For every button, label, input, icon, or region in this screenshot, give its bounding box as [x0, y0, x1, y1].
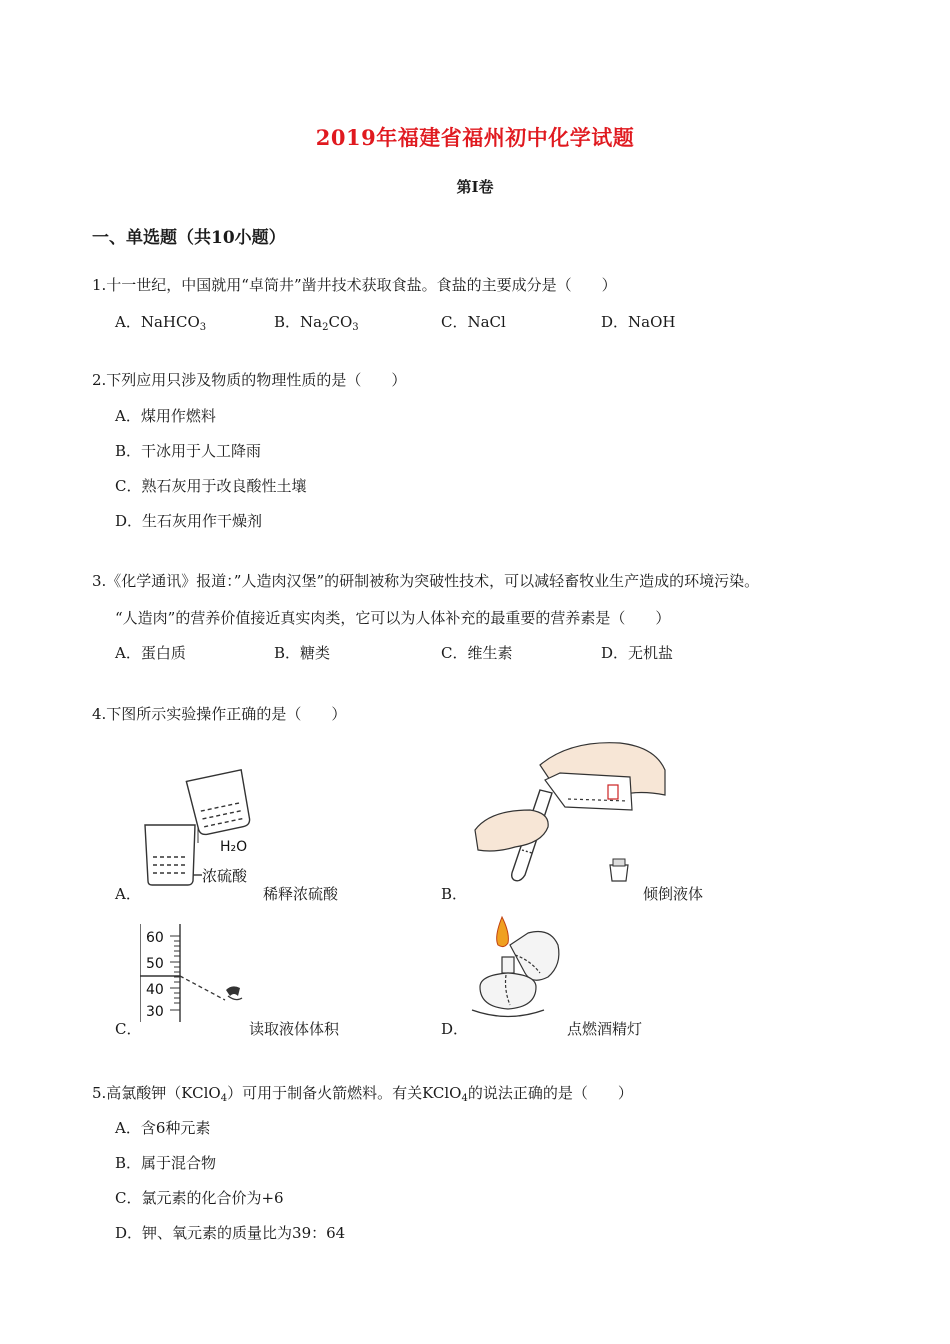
q2-option-b: B．干冰用于人工降雨 [115, 442, 262, 460]
figure-pour-liquid [470, 735, 670, 885]
figure-dilute-acid [140, 765, 265, 890]
figure-read-volume [140, 922, 250, 1027]
q4-option-d-caption: 点燃酒精灯 [567, 1020, 643, 1038]
q4-option-c-caption: 读取液体体积 [249, 1020, 340, 1038]
section-heading: 一、单选题（共10小题） [92, 228, 286, 248]
label-h2o: H₂O [220, 839, 248, 855]
question-3-line-2: “人造肉”的营养价值接近真实肉类，它可以为人体补充的最重要的营养素是（ ） [115, 609, 671, 627]
question-3-line-1: 3.《化学通讯》报道：”人造肉汉堡”的研制被称为突破性技术，可以减轻畜牧业生产造成的环境污染。 [92, 572, 760, 590]
q3-option-c: C．维生素 [441, 644, 513, 662]
q4-option-b-letter: B． [441, 885, 468, 903]
q2-option-d: D．生石灰用作干燥剂 [115, 512, 263, 530]
q5-option-a: A．含6种元素 [115, 1119, 211, 1137]
volume-heading: 第Ⅰ卷 [456, 178, 494, 196]
q4-option-a-caption: 稀释浓硫酸 [263, 885, 339, 903]
q3-option-b: B．糖类 [274, 644, 331, 662]
tick-30: 30 [146, 1004, 164, 1020]
label-conc-acid: 浓硫酸 [202, 867, 248, 885]
q5-option-c: C．氯元素的化合价为+6 [115, 1189, 284, 1207]
q3-option-d: D．无机盐 [601, 644, 674, 662]
q4-option-c-letter: C． [115, 1020, 142, 1038]
q1-option-b: B．$Na_2CO_3$ [274, 313, 359, 333]
figure-alcohol-lamp [470, 915, 570, 1025]
q4-option-b-caption: 倾倒液体 [643, 885, 704, 903]
q2-option-c: C．熟石灰用于改良酸性土壤 [115, 477, 307, 495]
question-5: 5.高氯酸钾（KClO$_4$）可用于制备火箭燃料。有关KClO$_4$的说法正确的是（ ） [92, 1084, 633, 1104]
q2-option-a: A．煤用作燃料 [115, 407, 216, 425]
q3-option-a: A．蛋白质 [115, 644, 186, 662]
tick-50: 50 [146, 956, 164, 972]
tick-40: 40 [146, 982, 164, 998]
q1-option-c: C．NaCl [441, 313, 506, 331]
question-2: 2.下列应用只涉及物质的物理性质的是（ ） [92, 371, 407, 389]
q4-option-a-letter: A． [115, 885, 141, 903]
question-1: 1.十一世纪，中国就用“卓筒井”凿井技术获取食盐。食盐的主要成分是（ ） [92, 276, 617, 294]
q4-option-d-letter: D． [441, 1020, 469, 1038]
tick-60: 60 [146, 930, 164, 946]
q1-option-d: D．NaOH [601, 313, 676, 331]
question-4: 4.下图所示实验操作正确的是（ ） [92, 705, 347, 723]
exam-title: 2019年福建省福州初中化学试题 [315, 125, 635, 150]
q5-option-b: B．属于混合物 [115, 1154, 217, 1172]
q5-option-d: D．钾、氧元素的质量比为39：64 [115, 1224, 346, 1242]
q1-option-a: A．NaHCO$_3$ [115, 313, 207, 333]
